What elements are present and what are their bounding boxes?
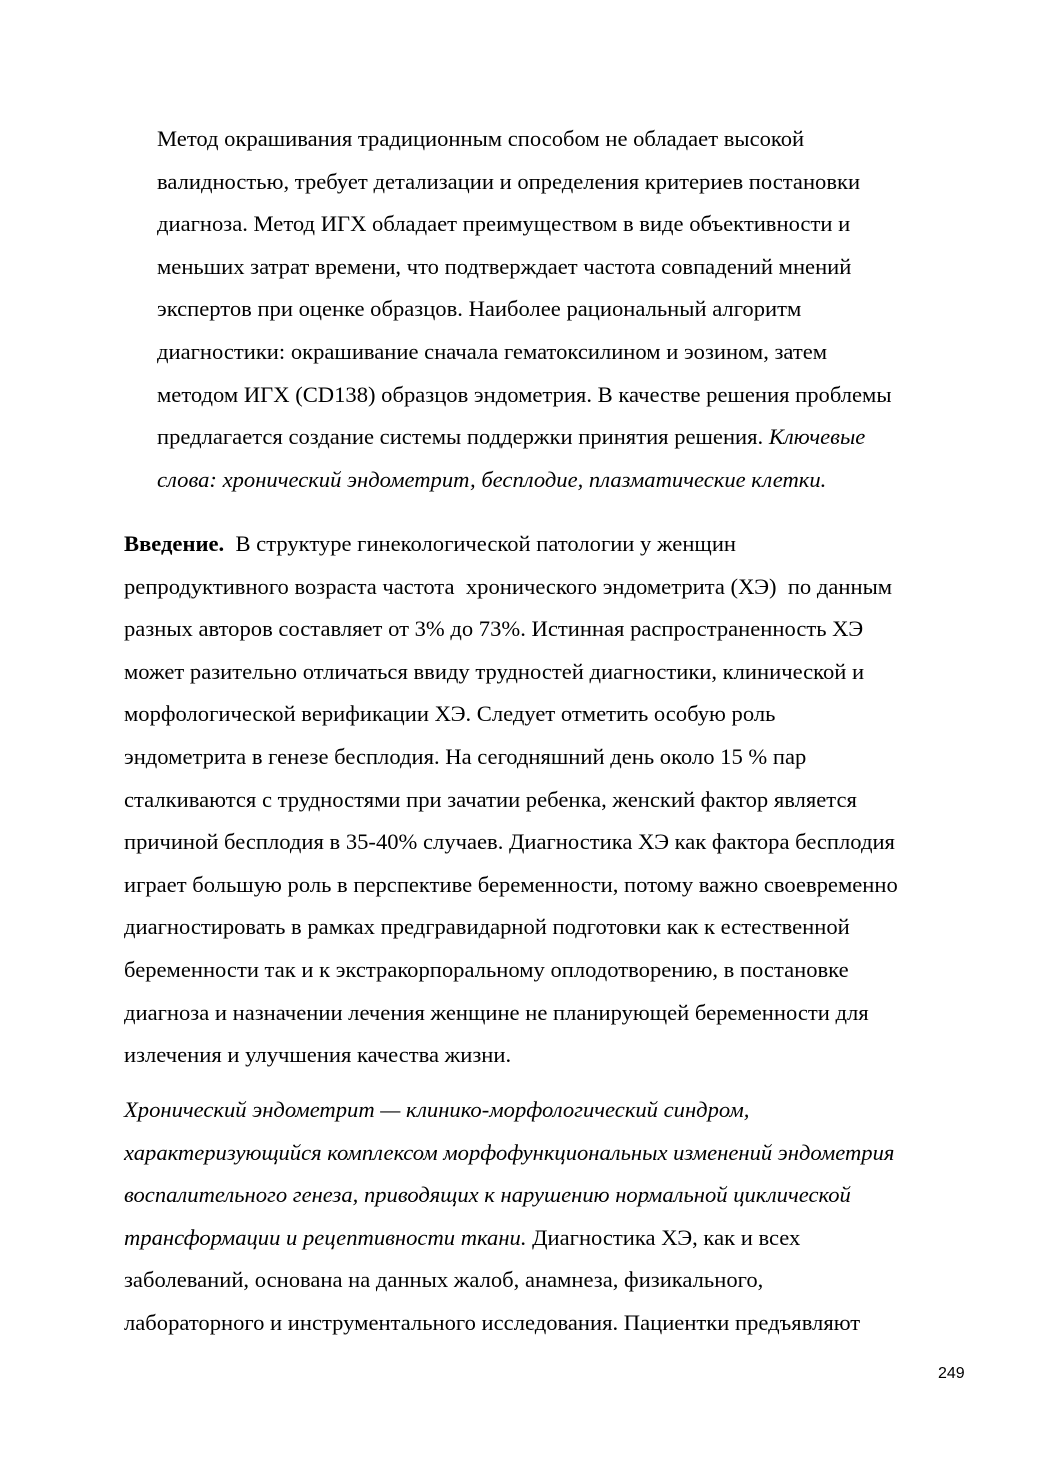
abstract-line: валидностью, требует детализации и определения критериев постановки bbox=[157, 168, 861, 194]
keywords-line: слова: хронический эндометрит, бесплодие, плазматические клетки. bbox=[157, 466, 827, 492]
definition-paragraph bbox=[124, 1089, 894, 1345]
introduction-line: играет большую роль в перспективе беременности, потому важно своевременно bbox=[124, 871, 898, 897]
definition-line-text: Диагностика ХЭ, как и всех bbox=[526, 1224, 801, 1250]
definition-italic-line: Хронический эндометрит — клинико-морфологический синдром, bbox=[124, 1097, 750, 1122]
introduction-line: разных авторов составляет от 3% до 73%. Истинная распространенность ХЭ bbox=[124, 616, 864, 642]
abstract-line: методом ИГХ (CD138) образцов эндометрия. В качестве решения проблемы bbox=[157, 381, 892, 407]
introduction-line: беременности так и к экстракорпоральному оплодотворению, в постановке bbox=[124, 956, 849, 982]
definition-italic-end: трансформации и рецептивности ткани. bbox=[124, 1224, 527, 1250]
abstract-line: диагностики: окрашивание сначала гематоксилином и эозином, затем bbox=[157, 338, 828, 364]
introduction-line: диагноза и назначении лечения женщине не планирующей беременности для bbox=[124, 999, 869, 1025]
page-number: 249 bbox=[938, 1365, 965, 1382]
definition-italic-line: воспалительного генеза, приводящих к нарушению нормальной циклической bbox=[124, 1182, 851, 1208]
introduction-paragraph bbox=[124, 523, 898, 1077]
abstract-line: меньших затрат времени, что подтверждает частота совпадений мнений bbox=[157, 253, 852, 279]
introduction-line: диагностировать в рамках предгравидарной подготовки как к естественной bbox=[124, 914, 850, 940]
definition-line: заболеваний, основана на данных жалоб, анамнеза, физикального, bbox=[124, 1267, 764, 1293]
introduction-line: причиной бесплодия в 35-40% случаев. Диагностика ХЭ как фактора бесплодия bbox=[124, 829, 895, 855]
introduction-first-line bbox=[124, 523, 898, 566]
introduction-line: морфологической верификации ХЭ. Следует отметить особую роль bbox=[124, 701, 776, 727]
introduction-line: может разительно отличаться ввиду трудностей диагностики, клинической и bbox=[124, 658, 865, 684]
abstract-line: диагноза. Метод ИГХ обладает преимуществом в виде объективности и bbox=[157, 211, 851, 237]
introduction-line: сталкиваются с трудностями при зачатии ребенка, женский фактор является bbox=[124, 786, 857, 812]
definition-line: лабораторного и инструментального исследования. Пациентки предъявляют bbox=[124, 1309, 861, 1335]
definition-italic-line: характеризующийся комплексом морфофункциональных изменений эндометрия bbox=[124, 1139, 895, 1165]
introduction-line-text: В структуре гинекологической патологии у женщин bbox=[224, 531, 737, 556]
abstract-paragraph bbox=[157, 118, 892, 501]
abstract-line: экспертов при оценке образцов. Наиболее рациональный алгоритм bbox=[157, 296, 802, 322]
abstract-line bbox=[157, 416, 892, 459]
abstract-line-text: предлагается создание системы поддержки принятия решения. bbox=[157, 424, 769, 450]
abstract-line: Метод окрашивания традиционным способом не обладает высокой bbox=[157, 126, 805, 151]
definition-line bbox=[124, 1217, 894, 1260]
introduction-line: излечения и улучшения качества жизни. bbox=[124, 1042, 512, 1068]
keywords-label: Ключевые bbox=[768, 424, 866, 450]
introduction-line: репродуктивного возраста частота хронического эндометрита (ХЭ) по данным bbox=[124, 573, 893, 599]
introduction-heading: Введение. bbox=[124, 531, 225, 556]
introduction-line: эндометрита в генезе бесплодия. На сегодняшний день около 15 % пар bbox=[124, 743, 807, 769]
